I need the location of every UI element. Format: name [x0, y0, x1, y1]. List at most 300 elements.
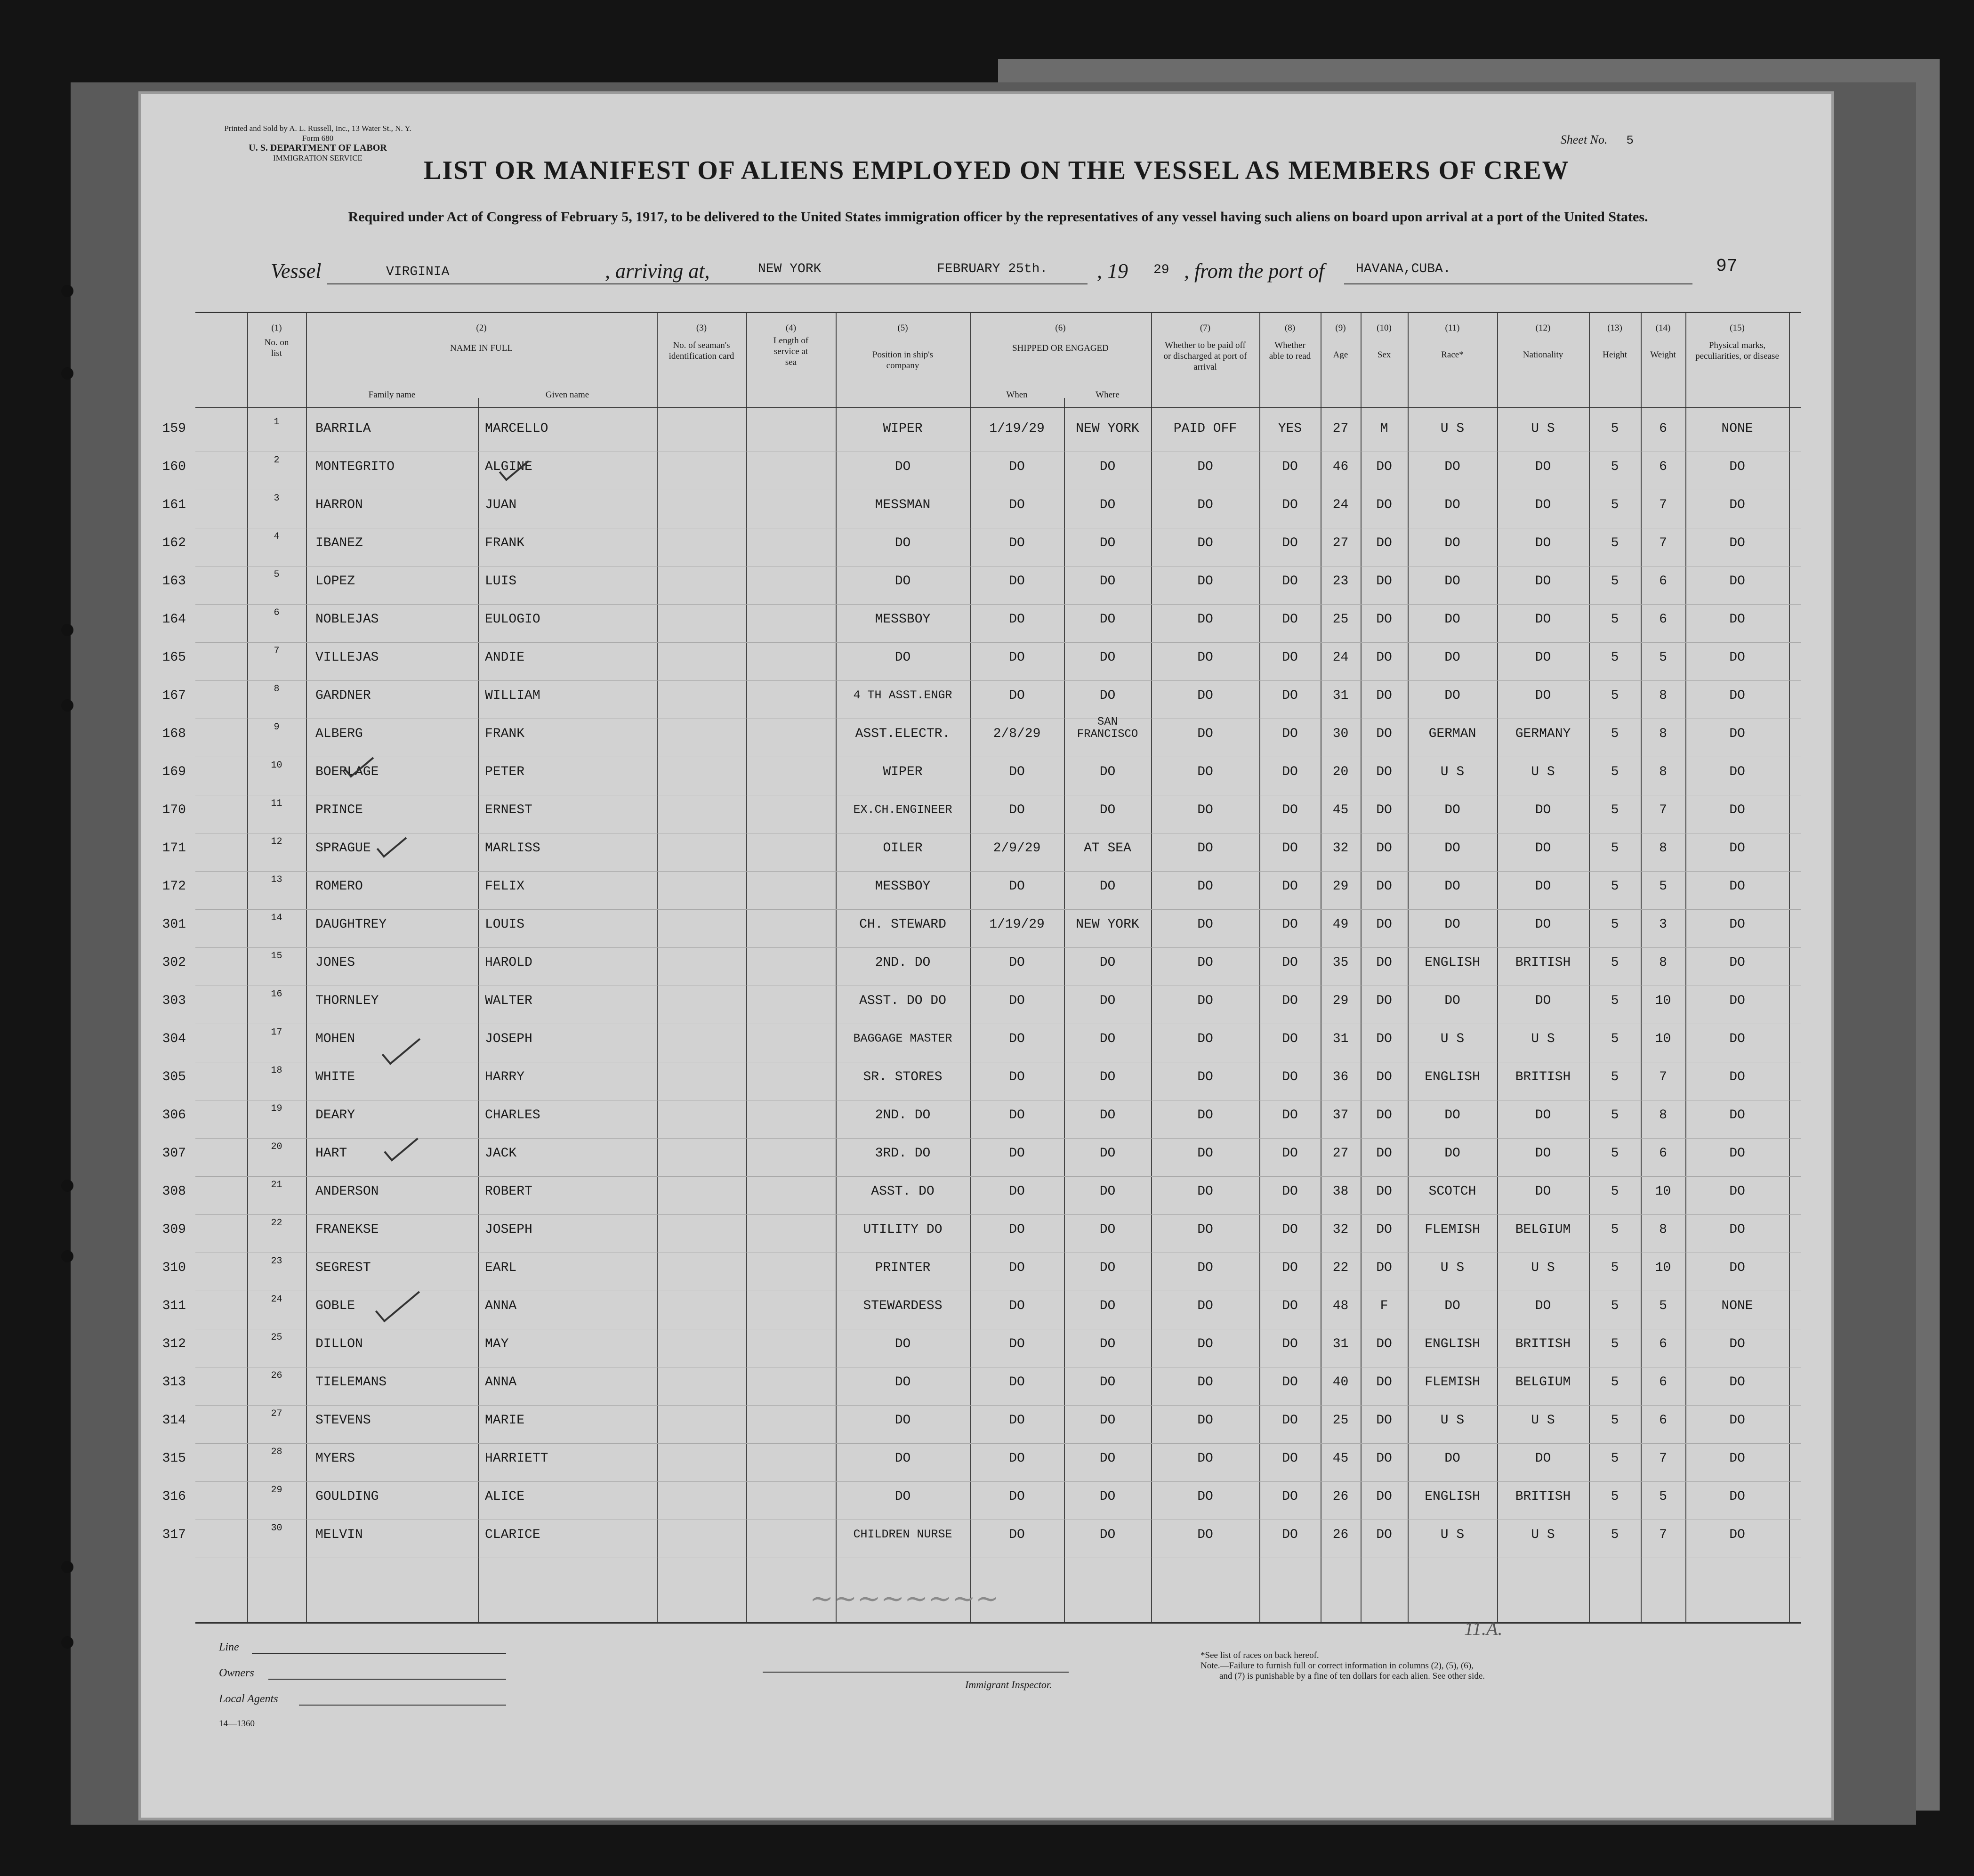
height: 5 [1611, 1489, 1619, 1504]
height: 5 [1611, 460, 1619, 474]
sex: DO [1376, 498, 1392, 512]
age: 30 [1332, 727, 1349, 741]
row-margin-number: 161 [162, 498, 186, 512]
paid-off: DO [1197, 460, 1213, 474]
col-head-name [306, 323, 657, 354]
table-row [162, 1141, 1801, 1184]
age: 23 [1332, 574, 1349, 589]
shipped-where: DO [1099, 1528, 1116, 1542]
shipped-where: DO [1099, 1299, 1116, 1313]
paid-off: DO [1197, 1108, 1213, 1123]
col-head-paid-off [1151, 323, 1259, 372]
row-rule [195, 680, 1801, 681]
given-name: CHARLES [485, 1108, 540, 1123]
sex: DO [1376, 917, 1392, 932]
position: ASST. DO DO [859, 994, 946, 1008]
paid-off: DO [1197, 1299, 1213, 1313]
shipped-where: DO [1099, 1489, 1116, 1504]
page-title: LIST OR MANIFEST OF ALIENS EMPLOYED ON THE VESSEL AS MEMBERS OF CREW [424, 156, 1570, 185]
row-number: 14 [271, 913, 282, 923]
sex: DO [1376, 1451, 1392, 1466]
able-to-read: DO [1282, 765, 1298, 779]
manifest-table [162, 312, 1801, 1624]
printer-line: Printed and Sold by A. L. Russell, Inc., 13 Water St., N. Y. [224, 124, 411, 133]
table-row [162, 836, 1801, 879]
able-to-read: DO [1282, 1032, 1298, 1046]
arrival-date: FEBRUARY 25th. [937, 262, 1048, 276]
physical-marks: DO [1729, 612, 1745, 627]
owners-field [268, 1679, 506, 1680]
able-to-read: DO [1282, 1299, 1298, 1313]
age: 27 [1332, 421, 1349, 436]
height: 5 [1611, 765, 1619, 779]
row-margin-number: 159 [162, 421, 186, 436]
nationality: DO [1535, 1184, 1551, 1199]
row-number: 15 [271, 951, 282, 962]
shipped-when: DO [1009, 1146, 1025, 1161]
shipped-where: DO [1099, 574, 1116, 589]
age: 45 [1332, 803, 1349, 817]
family-name: DEARY [315, 1108, 355, 1123]
col-head-given-name: Given name [545, 390, 589, 400]
col-label: Race* [1441, 350, 1464, 360]
race: U S [1440, 765, 1465, 779]
race: DO [1444, 1146, 1460, 1161]
able-to-read: DO [1282, 650, 1298, 665]
height: 5 [1611, 1261, 1619, 1275]
paid-off: DO [1197, 574, 1213, 589]
height: 5 [1611, 1299, 1619, 1313]
sex: DO [1376, 1146, 1392, 1161]
line-label: Line [219, 1641, 239, 1653]
sex: DO [1376, 460, 1392, 474]
table-row [162, 989, 1801, 1031]
race: ENGLISH [1425, 955, 1480, 970]
shipped-when: DO [1009, 879, 1025, 894]
age: 26 [1332, 1489, 1349, 1504]
weight: 8 [1659, 1108, 1667, 1123]
weight: 3 [1659, 917, 1667, 932]
page-subtitle: Required under Act of Congress of February 5, 1917, to be delivered to the United States immigration officer by the representatives of any vessel having such aliens on board upon arrival at a port of the United States. [348, 209, 1648, 225]
family-name: JONES [315, 955, 355, 970]
col-num: (8) [1284, 323, 1296, 333]
height: 5 [1611, 1146, 1619, 1161]
row-margin-number: 306 [162, 1108, 186, 1123]
height: 5 [1611, 688, 1619, 703]
table-row [162, 798, 1801, 841]
physical-marks: DO [1729, 688, 1745, 703]
physical-marks: DO [1729, 1222, 1745, 1237]
col-label: Age [1333, 350, 1348, 360]
local-agents-field [299, 1705, 506, 1706]
punch-hole [61, 367, 73, 380]
able-to-read: DO [1282, 1451, 1298, 1466]
height: 5 [1611, 498, 1619, 512]
table-row [162, 1103, 1801, 1146]
paid-off: DO [1197, 612, 1213, 627]
nationality: U S [1531, 1528, 1555, 1542]
shipped-when: DO [1009, 612, 1025, 627]
paid-off: DO [1197, 1070, 1213, 1084]
family-name: ALBERG [315, 727, 363, 741]
height: 5 [1611, 1222, 1619, 1237]
paid-off: DO [1197, 879, 1213, 894]
given-name: MAY [485, 1337, 509, 1351]
family-name: MELVIN [315, 1528, 363, 1542]
physical-marks: DO [1729, 1070, 1745, 1084]
sex: DO [1376, 765, 1392, 779]
age: 24 [1332, 498, 1349, 512]
table-row [162, 1523, 1801, 1565]
col-head-service [746, 323, 836, 368]
given-name: ANNA [485, 1299, 517, 1313]
able-to-read: DO [1282, 574, 1298, 589]
position: DO [894, 1375, 911, 1390]
nationality: DO [1535, 612, 1551, 627]
shipped-where: DO [1099, 1261, 1116, 1275]
row-number: 23 [271, 1256, 282, 1267]
row-number: 16 [271, 989, 282, 1000]
col-label: NAME IN FULL [450, 343, 513, 353]
row-number: 24 [271, 1294, 282, 1305]
physical-marks: DO [1729, 765, 1745, 779]
family-name: SEGREST [315, 1261, 371, 1275]
nationality: DO [1535, 650, 1551, 665]
row-number: 3 [274, 493, 280, 504]
table-row [162, 1370, 1801, 1413]
given-name: LOUIS [485, 917, 525, 932]
nationality: DO [1535, 536, 1551, 550]
able-to-read: DO [1282, 917, 1298, 932]
row-rule [195, 1405, 1801, 1406]
physical-marks: DO [1729, 498, 1745, 512]
paid-off: DO [1197, 650, 1213, 665]
shipped-where: AT SEA [1084, 841, 1131, 856]
physical-marks: DO [1729, 917, 1745, 932]
height: 5 [1611, 841, 1619, 856]
physical-marks: DO [1729, 1489, 1745, 1504]
sex: DO [1376, 727, 1392, 741]
given-name: EULOGIO [485, 612, 540, 627]
table-row [162, 1447, 1801, 1489]
position: BAGGAGE MASTER [853, 1032, 952, 1045]
table-row [162, 417, 1801, 459]
local-agents-label: Local Agents [219, 1693, 278, 1705]
row-number: 5 [274, 569, 280, 580]
family-name: WHITE [315, 1070, 355, 1084]
shipped-when: 2/8/29 [993, 727, 1041, 741]
col-head-family-name: Family name [368, 390, 416, 400]
vessel-underline [327, 283, 741, 284]
physical-marks: DO [1729, 955, 1745, 970]
shipped-where: DO [1099, 1070, 1116, 1084]
from-port-label: , from the port of [1184, 259, 1324, 283]
row-margin-number: 315 [162, 1451, 186, 1466]
sex: DO [1376, 1261, 1392, 1275]
family-name: GOBLE [315, 1299, 355, 1313]
row-margin-number: 310 [162, 1261, 186, 1275]
race: DO [1444, 460, 1460, 474]
position: DO [894, 1413, 911, 1428]
nationality: DO [1535, 879, 1551, 894]
family-name: HARRON [315, 498, 363, 512]
given-name: PETER [485, 765, 525, 779]
weight: 5 [1659, 650, 1667, 665]
shipped-when: DO [1009, 460, 1025, 474]
shipped-where: DO [1099, 1032, 1116, 1046]
col-num: (5) [897, 323, 908, 333]
age: 49 [1332, 917, 1349, 932]
race: DO [1444, 612, 1460, 627]
nationality: DO [1535, 1108, 1551, 1123]
sex: DO [1376, 1032, 1392, 1046]
given-name: MARIE [485, 1413, 525, 1428]
physical-marks: NONE [1721, 1299, 1753, 1313]
nationality: U S [1531, 1413, 1555, 1428]
table-row [162, 531, 1801, 574]
row-number: 25 [271, 1332, 282, 1343]
col-head-position [836, 323, 970, 371]
shipped-where: NEW YORK [1076, 421, 1139, 436]
row-margin-number: 309 [162, 1222, 186, 1237]
given-name: MARLISS [485, 841, 540, 856]
col-label: Whether to be paid off or discharged at port of arrival [1163, 340, 1247, 372]
height: 5 [1611, 650, 1619, 665]
col-head-shipped [970, 323, 1151, 354]
nationality: DO [1535, 1146, 1551, 1161]
row-margin-number: 168 [162, 727, 186, 741]
table-row [162, 716, 1801, 764]
table-row [162, 1332, 1801, 1375]
punch-hole [61, 699, 73, 712]
height: 5 [1611, 574, 1619, 589]
family-name: BARRILA [315, 421, 371, 436]
row-margin-number: 308 [162, 1184, 186, 1199]
punch-hole [61, 1250, 73, 1262]
shipped-when: DO [1009, 1108, 1025, 1123]
given-name: HAROLD [485, 955, 532, 970]
physical-marks: DO [1729, 1184, 1745, 1199]
weight: 8 [1659, 841, 1667, 856]
given-name: ANNA [485, 1375, 517, 1390]
age: 31 [1332, 1032, 1349, 1046]
weight: 5 [1659, 879, 1667, 894]
col-label: No. on list [264, 338, 289, 358]
col-label: Sex [1377, 350, 1391, 360]
punch-hole [61, 1636, 73, 1649]
race: ENGLISH [1425, 1489, 1480, 1504]
position: EX.CH.ENGINEER [853, 803, 952, 817]
weight: 7 [1659, 498, 1667, 512]
weight: 8 [1659, 727, 1667, 741]
shipped-when: DO [1009, 803, 1025, 817]
given-name: CLARICE [485, 1528, 540, 1542]
table-row [162, 1218, 1801, 1260]
row-margin-number: 171 [162, 841, 186, 856]
nationality: DO [1535, 1299, 1551, 1313]
shipped-when: DO [1009, 1299, 1025, 1313]
race: DO [1444, 803, 1460, 817]
col-num: (10) [1377, 323, 1392, 333]
shipped-when: DO [1009, 765, 1025, 779]
sheet-value: 5 [1626, 133, 1634, 147]
paid-off: DO [1197, 688, 1213, 703]
paid-off: DO [1197, 727, 1213, 741]
row-rule [195, 604, 1801, 605]
race: DO [1444, 688, 1460, 703]
sex: F [1380, 1299, 1388, 1313]
manifest-page [141, 94, 1831, 1818]
shipped-when: DO [1009, 1413, 1025, 1428]
shipped-when: DO [1009, 1070, 1025, 1084]
family-name: THORNLEY [315, 994, 379, 1008]
row-number: 28 [271, 1447, 282, 1457]
family-name: MONTEGRITO [315, 460, 395, 474]
paid-off: DO [1197, 498, 1213, 512]
punch-hole [61, 624, 73, 636]
able-to-read: DO [1282, 1222, 1298, 1237]
row-margin-number: 314 [162, 1413, 186, 1428]
able-to-read: DO [1282, 727, 1298, 741]
age: 32 [1332, 1222, 1349, 1237]
weight: 6 [1659, 574, 1667, 589]
paid-off: DO [1197, 536, 1213, 550]
able-to-read: DO [1282, 1489, 1298, 1504]
paid-off: DO [1197, 803, 1213, 817]
shipped-when: DO [1009, 1489, 1025, 1504]
family-name: DILLON [315, 1337, 363, 1351]
row-margin-number: 313 [162, 1375, 186, 1390]
row-margin-number: 165 [162, 650, 186, 665]
table-row [162, 1180, 1801, 1222]
table-row [162, 874, 1801, 917]
weight: 6 [1659, 612, 1667, 627]
sex: DO [1376, 650, 1392, 665]
physical-marks: DO [1729, 1451, 1745, 1466]
race: ENGLISH [1425, 1337, 1480, 1351]
row-number: 2 [274, 455, 280, 466]
col-head-physical-marks [1685, 323, 1789, 362]
nationality: U S [1531, 765, 1555, 779]
table-row [162, 913, 1801, 955]
able-to-read: DO [1282, 688, 1298, 703]
table-row [162, 1485, 1801, 1527]
paid-off: DO [1197, 1337, 1213, 1351]
sex: M [1380, 421, 1388, 436]
weight: 6 [1659, 460, 1667, 474]
physical-marks: DO [1729, 994, 1745, 1008]
race: DO [1444, 994, 1460, 1008]
col-label: Whether able to read [1269, 340, 1311, 361]
family-name: PRINCE [315, 803, 363, 817]
physical-marks: DO [1729, 1413, 1745, 1428]
paid-off: DO [1197, 917, 1213, 932]
able-to-read: DO [1282, 460, 1298, 474]
nationality: BRITISH [1515, 1337, 1571, 1351]
table-row [162, 1027, 1801, 1069]
row-number: 8 [274, 684, 280, 695]
row-rule [195, 1443, 1801, 1444]
row-margin-number: 316 [162, 1489, 186, 1504]
given-name: LUIS [485, 574, 517, 589]
nationality: DO [1535, 574, 1551, 589]
race: DO [1444, 498, 1460, 512]
shipped-where: DO [1099, 1108, 1116, 1123]
departure-port: HAVANA,CUBA. [1356, 262, 1451, 276]
row-margin-number: 162 [162, 536, 186, 550]
col-label: No. of seaman's identification card [669, 340, 734, 361]
row-number: 9 [274, 722, 280, 733]
shipped-when: DO [1009, 1451, 1025, 1466]
row-rule [195, 1138, 1801, 1139]
shipped-where: DO [1099, 498, 1116, 512]
family-name: TIELEMANS [315, 1375, 387, 1390]
age: 26 [1332, 1528, 1349, 1542]
given-name: FELIX [485, 879, 525, 894]
weight: 8 [1659, 688, 1667, 703]
height: 5 [1611, 917, 1619, 932]
able-to-read: DO [1282, 1375, 1298, 1390]
table-row [162, 951, 1801, 993]
age: 27 [1332, 536, 1349, 550]
family-name: BOERLAGE [315, 765, 379, 779]
shipped-where: DO [1099, 765, 1116, 779]
sex: DO [1376, 1413, 1392, 1428]
row-margin-number: 307 [162, 1146, 186, 1161]
shipped-where: DO [1099, 1451, 1116, 1466]
given-name: JACK [485, 1146, 517, 1161]
given-name: FRANK [485, 727, 525, 741]
shipped-where: NEW YORK [1076, 917, 1139, 932]
race: GERMAN [1428, 727, 1476, 741]
height: 5 [1611, 1108, 1619, 1123]
position: DO [894, 1451, 911, 1466]
col-num: (6) [1055, 323, 1066, 333]
shipped-where: DO [1099, 803, 1116, 817]
weight: 7 [1659, 536, 1667, 550]
given-name: MARCELLO [485, 421, 548, 436]
given-name: ALGINE [485, 460, 532, 474]
physical-marks: DO [1729, 1146, 1745, 1161]
height: 5 [1611, 1375, 1619, 1390]
age: 29 [1332, 879, 1349, 894]
age: 35 [1332, 955, 1349, 970]
form-number: Form 680 [302, 134, 334, 143]
family-name: NOBLEJAS [315, 612, 379, 627]
sex: DO [1376, 994, 1392, 1008]
col-num: (2) [476, 323, 487, 333]
row-margin-number: 305 [162, 1070, 186, 1084]
shipped-when: DO [1009, 1528, 1025, 1542]
port-underline [1344, 283, 1692, 284]
col-num: (15) [1730, 323, 1745, 333]
weight: 10 [1655, 994, 1671, 1008]
family-name: HART [315, 1146, 347, 1161]
able-to-read: DO [1282, 1070, 1298, 1084]
nationality: U S [1531, 1032, 1555, 1046]
sex: DO [1376, 612, 1392, 627]
sex: DO [1376, 1489, 1392, 1504]
paid-off: DO [1197, 1146, 1213, 1161]
shipped-where: DO [1099, 650, 1116, 665]
family-name: ROMERO [315, 879, 363, 894]
family-name: LOPEZ [315, 574, 355, 589]
sex: DO [1376, 841, 1392, 856]
shipped-where: DO [1099, 1146, 1116, 1161]
position: 2ND. DO [875, 1108, 931, 1123]
able-to-read: DO [1282, 498, 1298, 512]
height: 5 [1611, 1451, 1619, 1466]
